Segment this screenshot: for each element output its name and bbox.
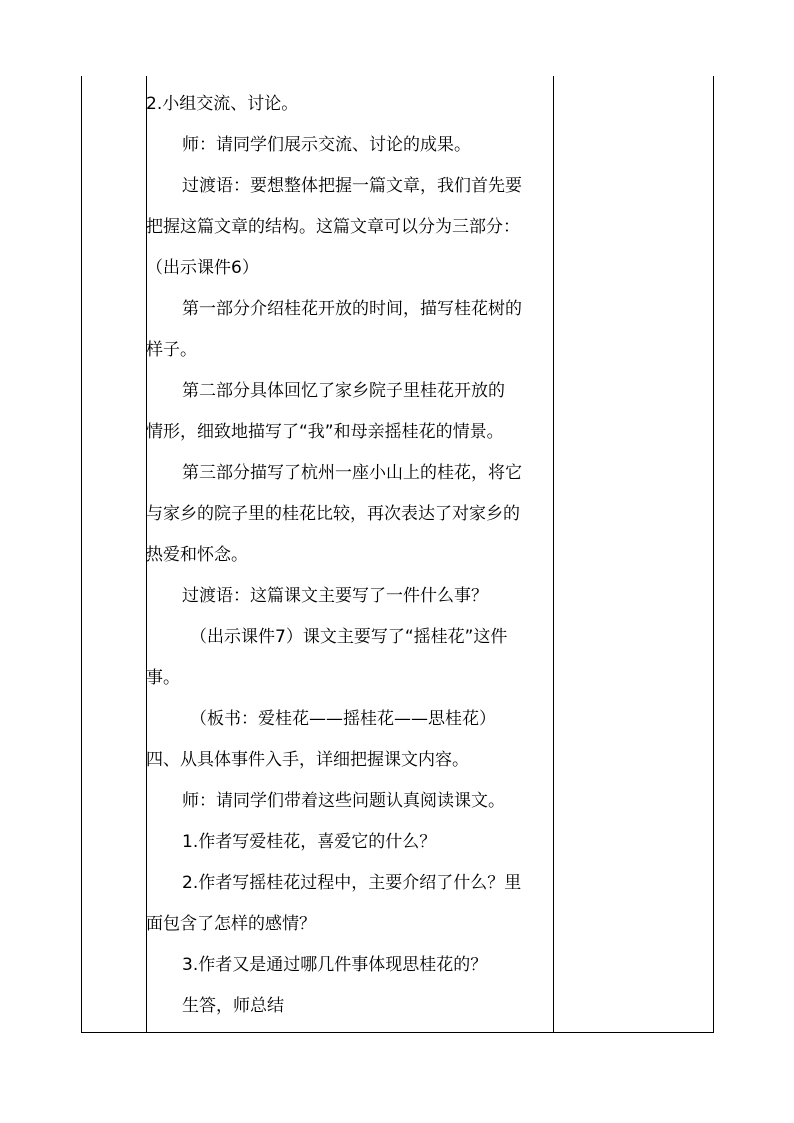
table-border-left bbox=[81, 76, 82, 1032]
text-line: 过渡语：要想整体把握一篇文章，我们首先要 bbox=[182, 176, 522, 196]
text-line: 面包含了怎样的感情？ bbox=[146, 914, 316, 934]
text-line: 样子。 bbox=[146, 340, 197, 360]
text-line: 第二部分具体回忆了家乡院子里桂花开放的 bbox=[182, 381, 505, 401]
text-line: 与家乡的院子里的桂花比较，再次表达了对家乡的 bbox=[146, 504, 520, 524]
text-line: （出示课件6） bbox=[146, 258, 259, 278]
text-line: 2.作者写摇桂花过程中，主要介绍了什么？里 bbox=[182, 873, 522, 893]
table-border-right bbox=[713, 76, 714, 1032]
text-line: 过渡语：这篇课文主要写了一件什么事？ bbox=[182, 586, 488, 606]
text-line: （出示课件7）课文主要写了“摇桂花”这件 bbox=[190, 627, 508, 647]
text-line: 情形，细致地描写了“我”和母亲摇桂花的情景。 bbox=[146, 422, 504, 442]
text-line: 热爱和怀念。 bbox=[146, 545, 248, 565]
text-line: 1.作者写爱桂花，喜爱它的什么？ bbox=[182, 832, 437, 852]
text-line: 事。 bbox=[146, 668, 180, 688]
text-line: 师：请同学们带着这些问题认真阅读课文。 bbox=[182, 791, 505, 811]
table-border-bottom bbox=[81, 1032, 714, 1033]
text-line: 把握这篇文章的结构。这篇文章可以分为三部分： bbox=[146, 217, 520, 237]
text-line: 2.小组交流、讨论。 bbox=[146, 94, 299, 114]
text-line: （板书：爱桂花——摇桂花——思桂花） bbox=[190, 709, 496, 729]
text-line: 四、从具体事件入手，详细把握课文内容。 bbox=[146, 750, 469, 770]
text-line: 3.作者又是通过哪几件事体现思桂花的？ bbox=[182, 955, 488, 975]
text-line: 师：请同学们展示交流、讨论的成果。 bbox=[182, 135, 471, 155]
text-line: 生答，师总结 bbox=[182, 996, 284, 1016]
lesson-content-cell bbox=[146, 84, 556, 1027]
text-line: 第三部分描写了杭州一座小山上的桂花，将它 bbox=[182, 463, 522, 483]
text-line: 第一部分介绍桂花开放的时间，描写桂花树的 bbox=[182, 299, 522, 319]
